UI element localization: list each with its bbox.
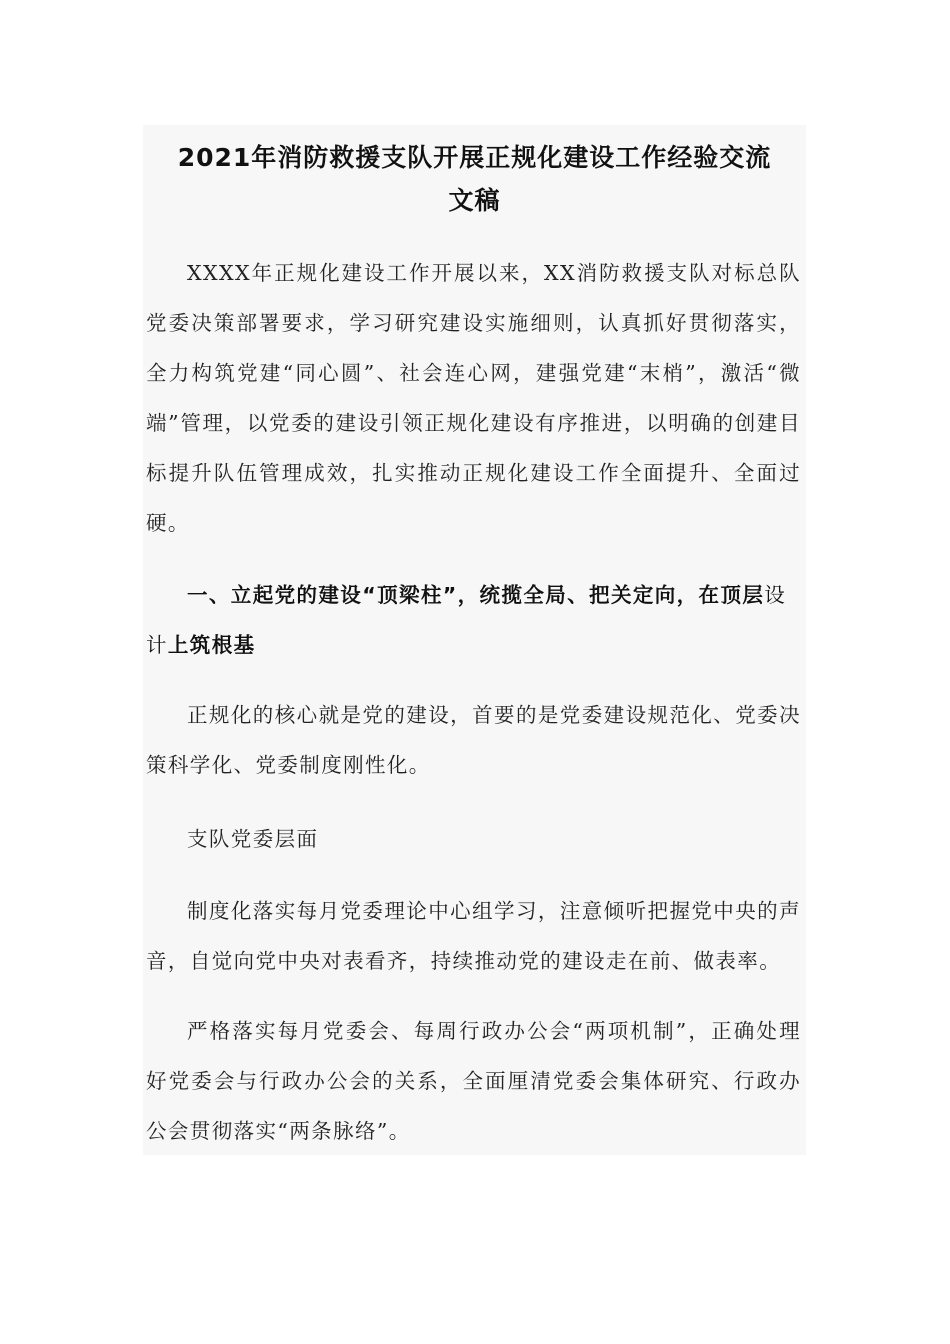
meeting-paragraph: 严格落实每月党委会、每周行政办公会“两项机制”，正确处理好党委会与行政办公会的关系，全面厘清党委会集体研究、行政办公会贯彻落实“两条脉络”。: [146, 1019, 801, 1143]
section-1-heading-normal: 设计: [146, 583, 787, 657]
section-1-heading-bold-b: 上筑根基: [167, 633, 256, 657]
study-paragraph: 制度化落实每月党委理论中心组学习，注意倾听把握党中央的声音，自觉向党中央对表看齐，持续推动党的建设走在前、做表率。: [146, 899, 801, 973]
core-paragraph: 正规化的核心就是党的建设，首要的是党委建设规范化、党委决策科学化、党委制度刚性化。: [146, 703, 801, 777]
section-1-heading: [146, 570, 801, 670]
committee-level-paragraph: 支队党委层面: [187, 827, 319, 851]
document-title-line-2: 文稿: [448, 186, 501, 215]
intro-paragraph: XXXX年正规化建设工作开展以来，XX消防救援支队对标总队党委决策部署要求，学习研究建设实施细则，认真抓好贯彻落实，全力构筑党建“同心圆”、社会连心网，建强党建“末梢”，激活“微端”管理，以党委的建设引领正规化建设有序推进，以明确的创建目标提升队伍管理成效，扎实推动正规化建设工作全面提升、全面过硬。: [146, 261, 801, 535]
document-title-line-1: 2021年消防救援支队开展正规化建设工作经验交流: [177, 143, 772, 172]
document-page: [143, 125, 806, 1155]
section-1-heading-bold-a: 一、立起党的建设“顶梁柱”，统揽全局、把关定向，在顶层: [187, 583, 765, 607]
